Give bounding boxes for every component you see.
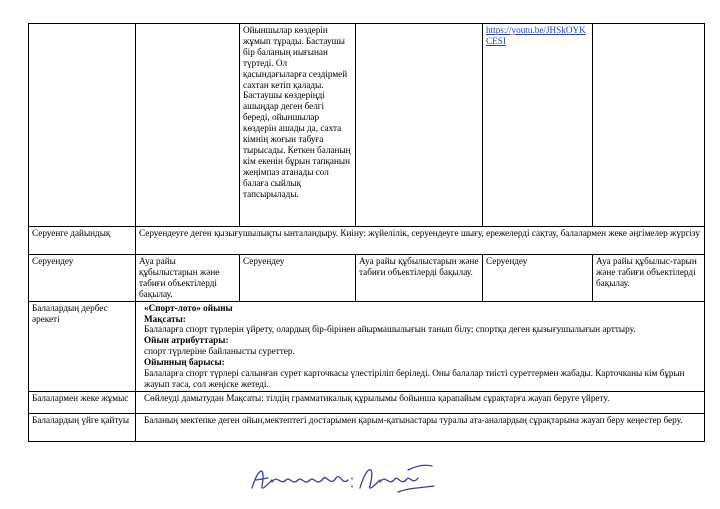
individual-label: Балалармен жеке жұмыс (29, 391, 136, 413)
goal-heading: Мақсаты: (144, 313, 186, 324)
home-text: Баланың мектепке деген ойын,мектептегі достарымен қарым-қатынастары туралы ата-аналардың сұрақтарына жауап беру кеңестер беру. (136, 413, 705, 441)
prep-label: Серуенге дайындық (29, 227, 136, 255)
story-empty-4 (593, 24, 705, 227)
game-title: «Спорт-лото» ойыны (144, 302, 233, 313)
story-empty-3 (356, 24, 483, 227)
attributes-text: спорт түрлеріне байланысты суреттер. (144, 346, 295, 357)
video-link-cell (483, 24, 593, 227)
plan-table (28, 23, 705, 442)
progress-heading: Ойынның барысы: (144, 357, 225, 368)
story-row (29, 24, 705, 227)
progress-text: Балаларға спорт түрлері салынған сурет карточкасы үлестіріліп беріледі. Оны балалар тиісті суреттермен жабады. Карточканы кім бұрын жауып таса, сол жеңіске жетеді. (144, 368, 685, 389)
walk-cell-1: Серуендеу (29, 255, 136, 302)
walk-cell-3: Серуендеу (240, 255, 356, 302)
prep-text: Серуендеуге деген қызығушылықты ынталандыру. Киіну: жүйелілік, серуендеуге шығу, ережелерді сақтау, балалармен жеке әңгімелер жүргізу (136, 227, 705, 255)
game-story-text: Ойыншылар көздерін жұмып тұрады. Бастаушы бір баланың иығынан түртеді. Ол қасындағыларға сездірмей сахтан кетіп қалады. Бастаушы көздеріңді ашыңдар деген белгі береді, ойыншылар көздерін ашады да, сахта кімнің жоғын табуға тырысады. Кеткен баланың кім екенін бұрын тапқанын жеңімпаз атанады сол балаға сыйлық тапсырылады. (240, 24, 356, 227)
independent-row (29, 301, 705, 391)
handwritten-signature (248, 458, 438, 502)
walk-row (29, 255, 705, 302)
story-empty-2 (136, 24, 240, 227)
walk-cell-2: Ауа райы құбылыстарын және табиғи объектілерді бақылау. (136, 255, 240, 302)
walk-cell-6: Ауа райы құбылыс-тарын және табиғи объектілерді бақылау. (593, 255, 705, 302)
walk-cell-4: Ауа райы құбылыстарын және табиғи объектілерді бақылау. (356, 255, 483, 302)
story-empty-1 (29, 24, 136, 227)
home-row (29, 413, 705, 441)
independent-label: Балалардың дербес әрекеті (29, 301, 136, 391)
home-label: Балалардың үйге қайтуы (29, 413, 136, 441)
goal-text: Балаларға спорт түрлерін үйрету, олардың бір-бірінен айырмашылығын танып білу; спортқа деген қызығушылығын арттыру. (144, 324, 636, 335)
prep-row (29, 227, 705, 255)
individual-row (29, 391, 705, 413)
video-link[interactable]: https://youtu.be/JHSkOYKCESI (486, 25, 586, 46)
walk-cell-5: Серуендеу (483, 255, 593, 302)
individual-text: Сөйлеуді дамытудан Мақсаты: тілдің грамматикалық құрылымы бойынша қарапайым сұрақтарға жауап беруге үйрету. (136, 391, 705, 413)
independent-content (136, 301, 705, 391)
attributes-heading: Ойын атрибуттары: (144, 335, 229, 346)
